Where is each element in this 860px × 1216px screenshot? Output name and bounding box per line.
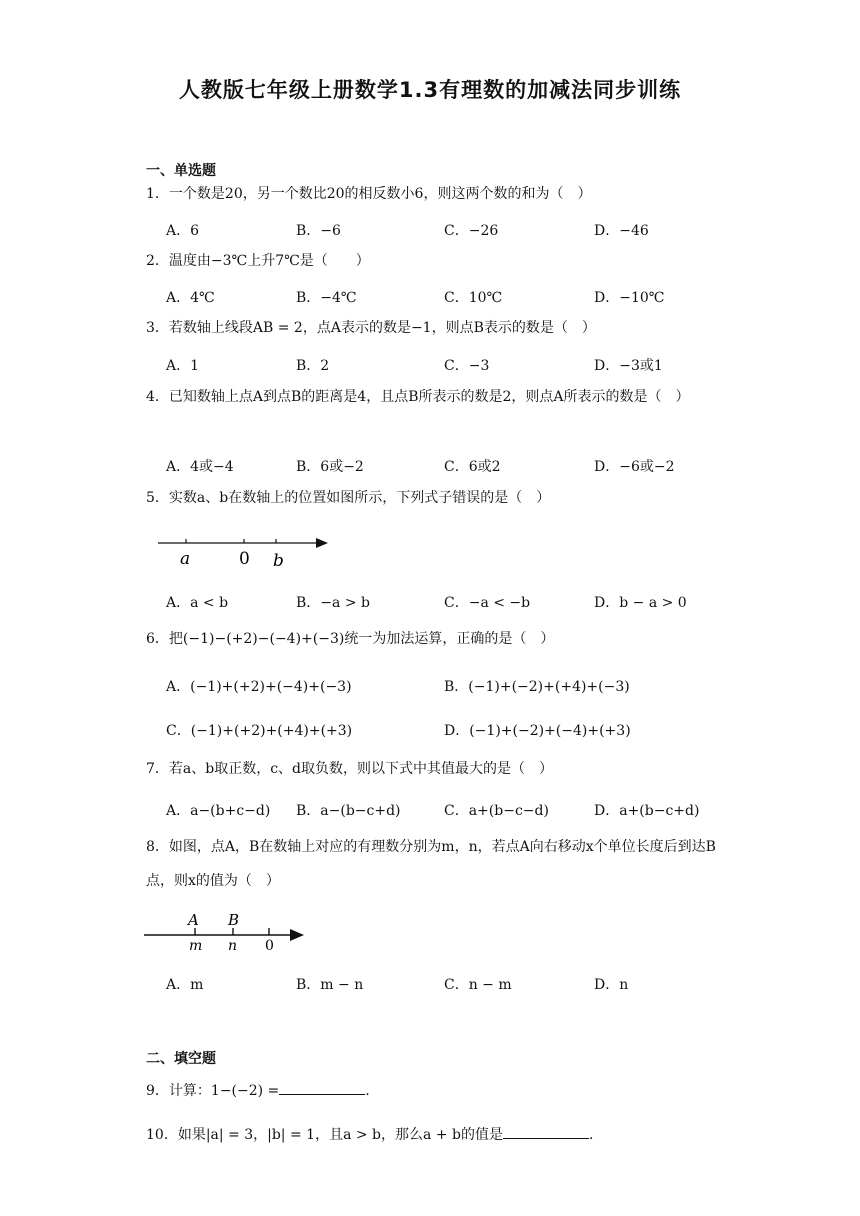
answer-blank[interactable] [279, 1080, 365, 1095]
option-a: A．4℃ [166, 290, 215, 306]
option-c: C．a+(b−c−d) [444, 803, 549, 819]
label-zero: 0 [239, 549, 250, 569]
option-b: B．6或−2 [296, 459, 364, 475]
option-b: B．(−1)+(−2)+(+4)+(−3) [444, 679, 630, 695]
option-c: C．6或2 [444, 459, 501, 475]
label-a: a [180, 549, 191, 569]
question-7-options [166, 800, 726, 822]
number-line-figure-q8 [142, 908, 308, 954]
option-b: B．−4℃ [296, 290, 357, 306]
label-n: n [228, 938, 238, 954]
option-d: D．−3或1 [594, 358, 663, 374]
arrow-head-icon [316, 538, 328, 548]
answer-blank[interactable] [503, 1124, 589, 1139]
label-m: m [189, 938, 203, 954]
question-3-options [166, 355, 726, 377]
label-a: A [188, 911, 199, 929]
option-c: C．(−1)+(+2)+(+4)+(+3) [166, 723, 353, 739]
option-d: D．(−1)+(−2)+(−4)+(+3) [444, 723, 631, 739]
option-b: B．a−(b−c+d) [296, 803, 401, 819]
question-2-options [166, 287, 726, 309]
option-c: C．−26 [444, 223, 499, 239]
question-9 [146, 1074, 716, 1108]
question-8-options [166, 974, 726, 996]
question-6: 6．把(−1)−(+2)−(−4)+(−3)统一为加法运算，正确的是（ ） [146, 631, 555, 647]
option-a: A．a < b [166, 595, 229, 611]
option-b: B．2 [296, 358, 330, 374]
option-d: D．−46 [594, 223, 649, 239]
option-d: D．−6或−2 [594, 459, 675, 475]
arrow-head-icon [290, 929, 304, 941]
page-title: 人教版七年级上册数学1.3有理数的加减法同步训练 [178, 78, 682, 102]
question-6-options-row-2 [166, 720, 726, 742]
option-a: A．(−1)+(+2)+(−4)+(−3) [166, 679, 352, 695]
question-9-text: 9．计算：1−(−2) = [146, 1083, 280, 1099]
option-a: A．a−(b+c−d) [166, 803, 271, 819]
option-b: B．−a > b [296, 595, 370, 611]
question-4: 4．已知数轴上点A到点B的距离是4，且点B所表示的数是2，则点A所表示的数是（ ） [146, 389, 690, 405]
question-5-options [166, 592, 726, 614]
question-9-end: . [365, 1083, 370, 1099]
option-d: D．a+(b−c+d) [594, 803, 700, 819]
option-a: A．1 [166, 358, 200, 374]
question-5: 5．实数a、b在数轴上的位置如图所示，下列式子错误的是（ ） [146, 490, 551, 506]
label-b: B [228, 911, 240, 929]
option-d: D．b − a > 0 [594, 595, 687, 611]
option-a: A．m [166, 977, 204, 993]
label-zero: 0 [265, 938, 274, 954]
option-b: B．−6 [296, 223, 341, 239]
label-b: b [273, 551, 284, 571]
option-d: D．n [594, 977, 629, 993]
option-c: C．−a < −b [444, 595, 531, 611]
option-d: D．−10℃ [594, 290, 665, 306]
question-6-options-row-1 [166, 676, 726, 698]
option-a: A．6 [166, 223, 200, 239]
section-heading-single-choice: 一、单选题 [146, 163, 216, 179]
option-c: C．10℃ [444, 290, 503, 306]
question-7: 7．若a、b取正数，c、d取负数，则以下式中其值最大的是（ ） [146, 761, 554, 777]
number-line-figure-q5 [156, 528, 336, 572]
option-a: A．4或−4 [166, 459, 234, 475]
question-1-options [166, 220, 726, 242]
question-1: 1．一个数是20，另一个数比20的相反数小6，则这两个数的和为（ ） [146, 186, 592, 202]
question-2: 2．温度由−3℃上升7℃是（ ） [146, 253, 370, 269]
question-10-end: . [588, 1127, 594, 1143]
option-c: C．n − m [444, 977, 512, 993]
option-b: B．m − n [296, 977, 364, 993]
section-heading-fill-in: 二、填空题 [146, 1051, 216, 1067]
question-4-options [166, 456, 726, 478]
question-10 [146, 1118, 716, 1152]
question-10-text: 10．如果|a| = 3，|b| = 1，且a > b，那么a + b的值是 [146, 1127, 503, 1143]
option-c: C．−3 [444, 358, 490, 374]
question-8: 8．如图，点A，B在数轴上对应的有理数分别为m，n，若点A向右移动x个单位长度后到达B点，则x的值为（ ） [146, 839, 716, 889]
question-3: 3．若数轴上线段AB = 2，点A表示的数是−1，则点B表示的数是（ ） [146, 320, 596, 336]
